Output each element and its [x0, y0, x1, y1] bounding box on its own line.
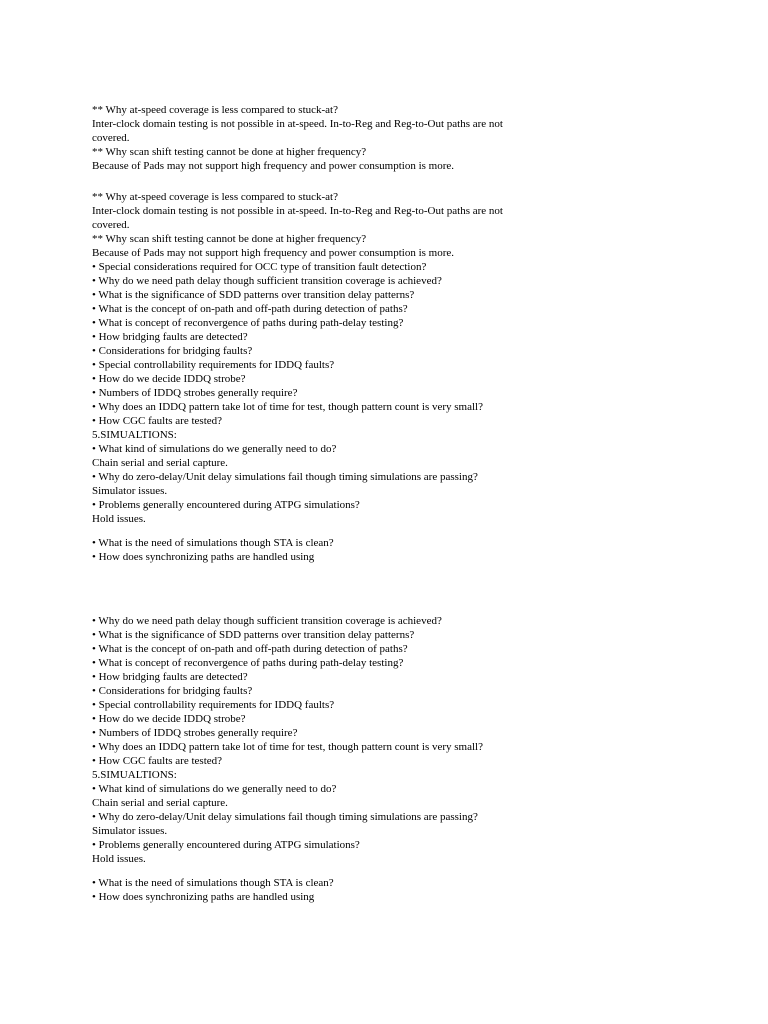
bullet-question: • What kind of simulations do we generally need to do? [92, 443, 337, 455]
bullet-question: • How CGC faults are tested? [92, 755, 223, 767]
bullet-question: • How bridging faults are detected? [92, 331, 248, 343]
bullet-question: • What is concept of reconvergence of paths during path-delay testing? [92, 657, 404, 669]
bullet-question: • What is the concept of on-path and off-path during detection of paths? [92, 643, 408, 655]
bullet-question: • Why do we need path delay though sufficient transition coverage is achieved? [92, 615, 442, 627]
bullet-question: • Why does an IDDQ pattern take lot of time for test, though pattern count is very small? [92, 741, 483, 753]
answer-line: Inter-clock domain testing is not possible in at-speed. In-to-Reg and Reg-to-Out paths are not [92, 205, 503, 217]
answer-line: covered. [92, 132, 130, 144]
bullet-question: • Why do zero-delay/Unit delay simulations fail though timing simulations are passing? [92, 471, 478, 483]
answer-line: Simulator issues. [92, 485, 168, 497]
answer-line: covered. [92, 219, 130, 231]
bullet-question: • Special controllability requirements for IDDQ faults? [92, 699, 335, 711]
bullet-question: • How does synchronizing paths are handled using [92, 891, 315, 903]
answer-line: Because of Pads may not support high frequency and power consumption is more. [92, 160, 455, 172]
bullet-question: • What is the concept of on-path and off-path during detection of paths? [92, 303, 408, 315]
bullet-question: • What is the need of simulations though STA is clean? [92, 537, 334, 549]
bullet-question: • How bridging faults are detected? [92, 671, 248, 683]
bullet-question: • Why does an IDDQ pattern take lot of time for test, though pattern count is very small? [92, 401, 483, 413]
bullet-question: • How do we decide IDDQ strobe? [92, 373, 246, 385]
section-heading: 5.SIMUALTIONS: [92, 429, 177, 441]
text-block-2 [92, 190, 592, 564]
bullet-question: • How do we decide IDDQ strobe? [92, 713, 246, 725]
answer-line: Simulator issues. [92, 825, 168, 837]
text-block-1 [92, 103, 592, 173]
paragraph-gap [92, 526, 592, 536]
answer-line: Chain serial and serial capture. [92, 797, 228, 809]
answer-line: Because of Pads may not support high frequency and power consumption is more. [92, 247, 455, 259]
answer-line: Hold issues. [92, 513, 146, 525]
bullet-question: • What is the need of simulations though STA is clean? [92, 877, 334, 889]
bullet-question: • How does synchronizing paths are handled using [92, 551, 315, 563]
bullet-question: • Why do zero-delay/Unit delay simulations fail though timing simulations are passing? [92, 811, 478, 823]
question-line: ** Why at-speed coverage is less compared to stuck-at? [92, 191, 338, 203]
answer-line: Inter-clock domain testing is not possible in at-speed. In-to-Reg and Reg-to-Out paths are not [92, 118, 503, 130]
bullet-question: • Numbers of IDDQ strobes generally require? [92, 387, 298, 399]
question-line: ** Why scan shift testing cannot be done at higher frequency? [92, 146, 367, 158]
bullet-question: • Problems generally encountered during ATPG simulations? [92, 499, 360, 511]
bullet-question: • How CGC faults are tested? [92, 415, 223, 427]
paragraph-gap [92, 866, 592, 876]
bullet-question: • What is concept of reconvergence of paths during path-delay testing? [92, 317, 404, 329]
answer-line: Hold issues. [92, 853, 146, 865]
bullet-question: • Numbers of IDDQ strobes generally require? [92, 727, 298, 739]
bullet-question: • Special considerations required for OCC type of transition fault detection? [92, 261, 427, 273]
bullet-question: • Special controllability requirements for IDDQ faults? [92, 359, 335, 371]
bullet-question: • Why do we need path delay though sufficient transition coverage is achieved? [92, 275, 442, 287]
bullet-question: • What is the significance of SDD patterns over transition delay patterns? [92, 289, 415, 301]
bullet-question: • Problems generally encountered during ATPG simulations? [92, 839, 360, 851]
question-line: ** Why scan shift testing cannot be done at higher frequency? [92, 233, 367, 245]
bullet-question: • What is the significance of SDD patterns over transition delay patterns? [92, 629, 415, 641]
question-line: ** Why at-speed coverage is less compared to stuck-at? [92, 104, 338, 116]
bullet-question: • What kind of simulations do we generally need to do? [92, 783, 337, 795]
bullet-question: • Considerations for bridging faults? [92, 345, 253, 357]
section-heading: 5.SIMUALTIONS: [92, 769, 177, 781]
text-block-3 [92, 614, 592, 904]
bullet-question: • Considerations for bridging faults? [92, 685, 253, 697]
answer-line: Chain serial and serial capture. [92, 457, 228, 469]
